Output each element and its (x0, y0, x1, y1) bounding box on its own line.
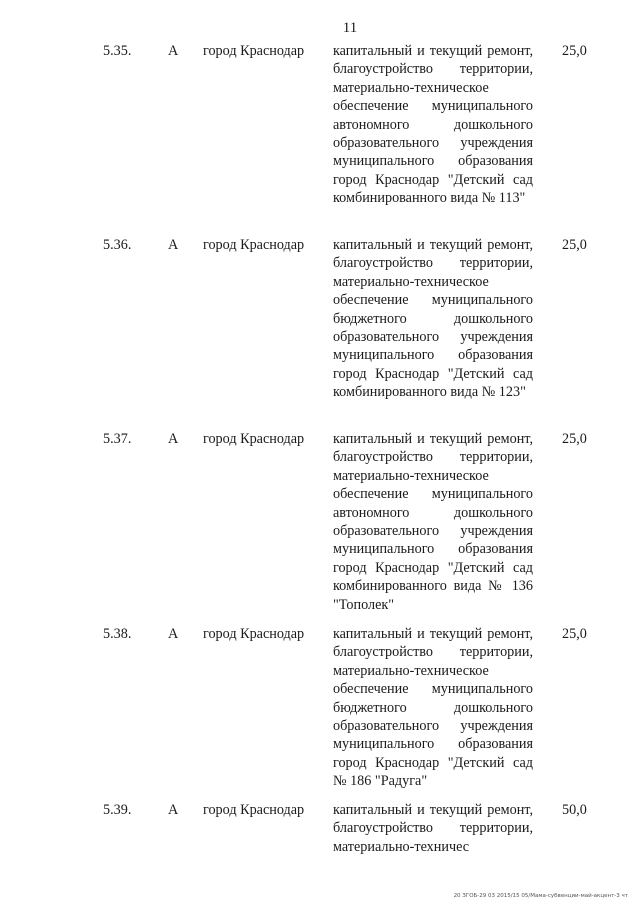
row-number: 5.38. (103, 626, 132, 642)
table-row (0, 430, 640, 613)
row-city: город Краснодар (203, 237, 305, 253)
table-row (0, 236, 640, 416)
row-description: капитальный и текущий ремонт, благоустройство территории, материально-техническое обеспечение муниципального автономного дошкольного образовательного учреждения муниципального образования город Краснодар "Детский сад комбинированного вида № 136 "Тополек" (333, 431, 533, 613)
row-amount: 25,0 (562, 431, 587, 447)
footer-filename: 20 ЗГОБ-29 03 2015/15 05/Мама-субвенции-май-акцент-3 чт (453, 893, 628, 899)
row-description: капитальный и текущий ремонт, благоустройство территории, материально-техничес (333, 802, 533, 855)
row-category: А (168, 802, 179, 818)
row-city: город Краснодар (203, 43, 305, 59)
row-description: капитальный и текущий ремонт, благоустройство территории, материально-техническое обеспечение муниципального автономного дошкольного образовательного учреждения муниципального образования город Краснодар "Детский сад комбинированного вида № 113" (333, 43, 533, 207)
page-number: 11 (342, 20, 358, 36)
table-row (0, 42, 640, 222)
table-row (0, 625, 640, 805)
row-amount: 25,0 (562, 237, 587, 253)
row-category: А (168, 626, 179, 642)
row-category: А (168, 43, 179, 59)
row-description: капитальный и текущий ремонт, благоустройство территории, материально-техническое обеспечение муниципального бюджетного дошкольного образовательного учреждения муниципального образования город Краснодар "Детский сад № 186 "Радуга" (333, 626, 533, 790)
row-city: город Краснодар (203, 431, 305, 447)
row-number: 5.39. (103, 802, 132, 818)
row-number: 5.35. (103, 43, 132, 59)
row-city: город Краснодар (203, 626, 305, 642)
row-amount: 25,0 (562, 43, 587, 59)
row-category: А (168, 431, 179, 447)
row-amount: 25,0 (562, 626, 587, 642)
row-description: капитальный и текущий ремонт, благоустройство территории, материально-техническое обеспечение муниципального бюджетного дошкольного образовательного учреждения муниципального образования город Краснодар "Детский сад комбинированного вида № 123" (333, 237, 533, 401)
row-category: А (168, 237, 179, 253)
row-number: 5.36. (103, 237, 132, 253)
row-city: город Краснодар (203, 802, 305, 818)
table-row (0, 801, 640, 871)
row-amount: 50,0 (562, 802, 587, 818)
row-number: 5.37. (103, 431, 132, 447)
